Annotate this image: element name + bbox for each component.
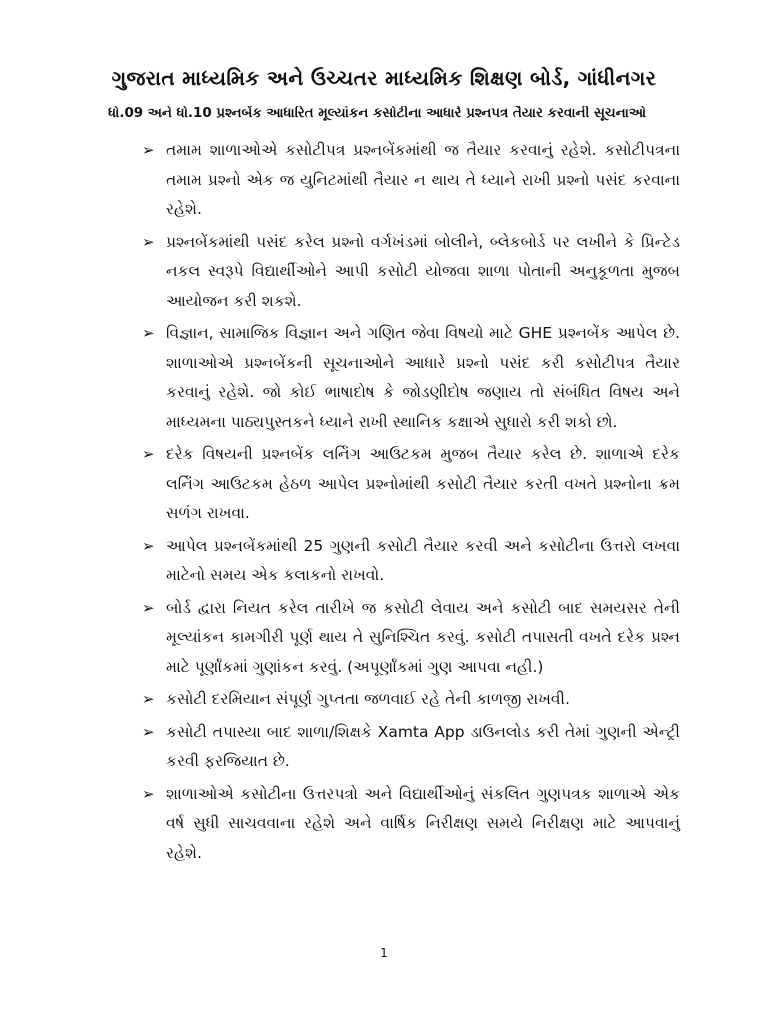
- arrow-bullet-icon: ➢: [142, 690, 155, 708]
- document-subtitle: ધો.09 અને ધો.10 પ્રશ્નબેંક આધારિત મૂલ્યાંકન કસોટીના આધારે પ્રશ્નપત્ર તૈયાર કરવાની સૂચનાઓ: [108, 106, 646, 121]
- arrow-bullet-icon: ➢: [142, 598, 155, 617]
- instruction-text: કસોટી તપાસ્યા બાદ શાળા/શિક્ષકે Xamta App ડાઉનલોડ કરી તેમાં ગુણની એન્ટ્રી કરવી ફરજિયાત છે.: [166, 722, 680, 770]
- arrow-bullet-icon: ➢: [142, 324, 155, 342]
- instruction-item: [142, 440, 680, 529]
- instruction-item: [142, 228, 680, 317]
- instruction-text: બોર્ડ દ્વારા નિયત કરેલ તારીખે જ કસોટી લેવાય અને કસોટી બાદ સમયસર તેની મૂલ્યાંકન કામગીરી પૂર્ણ થાય તે સુનિશ્ચિત કરવું. કસોટી તપાસતી વખતે દરેક પ્રશ્ન માટે પૂર્ણાંકમાં ગુણાંકન કરવું. (અપૂર્ણાંકમાં ગુણ આપવા નહી.): [166, 598, 680, 676]
- document-title: ગુજરાત માધ્યમિક અને ઉચ્ચતર માધ્યમિક શિક્ષણ બોર્ડ, ગાંધીનગર: [111, 66, 657, 90]
- instruction-text: આપેલ પ્રશ્નબેંકમાંથી 25 ગુણની કસોટી તૈયાર કરવી અને કસોટીના ઉત્તરો લખવા માટેનો સમય એક કલાકનો રાખવો.: [166, 536, 680, 584]
- arrow-bullet-icon: ➢: [142, 141, 155, 159]
- instruction-item: [142, 532, 680, 591]
- instruction-text: તમામ શાળાઓએ કસોટીપત્ર પ્રશ્નબેંકમાંથી જ તૈયાર કરવાનું રહેશે. કસોટીપત્રના તમામ પ્રશ્નો એક જ યુનિટમાંથી તૈયાર ન થાય તે ધ્યાને રાખી પ્રશ્નો પસંદ કરવાના રહેશે.: [166, 141, 680, 218]
- instruction-item: [142, 136, 680, 225]
- instruction-text: પ્રશ્નબેંકમાંથી પસંદ કરેલ પ્રશ્નો વર્ગખંડમાં બોલીને, બ્લેકબોર્ડ પર લખીને કે પ્રિન્ટેડ નકલ સ્વરૂપે વિદ્યાર્થીઓને આપી કસોટી યોજવા શાળા પોતાની અનુકૂળતા મુજબ આયોજન કરી શકશે.: [166, 232, 680, 310]
- arrow-bullet-icon: ➢: [142, 445, 155, 463]
- instruction-item: [142, 718, 680, 777]
- instruction-text: કસોટી દરમિયાન સંપૂર્ણ ગુપ્તતા જળવાઈ રહે તેની કાળજી રાખવી.: [166, 690, 570, 708]
- instruction-list: [142, 136, 680, 871]
- instruction-text: વિજ્ઞાન, સામાજિક વિજ્ઞાન અને ગણિત જેવા વિષયો માટે GHE પ્રશ્નબેંક આપેલ છે. શાળાઓએ પ્રશ્નબેંકની સૂચનાઓને આધારે પ્રશ્નો પસંદ કરી કસોટીપત્ર તૈયાર કરવાનું રહેશે. જો કોઈ ભાષાદોષ કે જોડણીદોષ જણાય તો સંબંધિત વિષય અને માધ્યમના પાઠ્યપુસ્તકને ધ્યાને રાખી સ્થાનિક કક્ષાએ સુધારો કરી શકો છો.: [166, 324, 680, 431]
- instruction-text: શાળાઓએ કસોટીના ઉત્તરપત્રો અને વિદ્યાર્થીઓનું સંકલિત ગુણપત્રક શાળાએ એક વર્ષ સુધી સાચવવાના રહેશે અને વાર્ષિક નિરીક્ષણ સમયે નિરીક્ષણ માટે આપવાનું રહેશે.: [166, 784, 680, 862]
- arrow-bullet-icon: ➢: [142, 232, 155, 251]
- instruction-item: [142, 594, 680, 683]
- arrow-bullet-icon: ➢: [142, 784, 155, 803]
- page-number: 1: [380, 946, 388, 960]
- instruction-text: દરેક વિષયની પ્રશ્નબેંક લર્નિંગ આઉટકમ મુજબ તૈયાર કરેલ છે. શાળાએ દરેક લર્નિંગ આઉટકમ હેઠળ આપેલ પ્રશ્નોમાંથી કસોટી તૈયાર કરતી વખતે પ્રશ્નોના ક્રમ સળંગ રાખવા.: [166, 445, 680, 522]
- arrow-bullet-icon: ➢: [142, 536, 155, 555]
- instruction-item: [142, 319, 680, 437]
- arrow-bullet-icon: ➢: [142, 722, 155, 741]
- instruction-item: [142, 685, 680, 715]
- instruction-item: [142, 780, 680, 869]
